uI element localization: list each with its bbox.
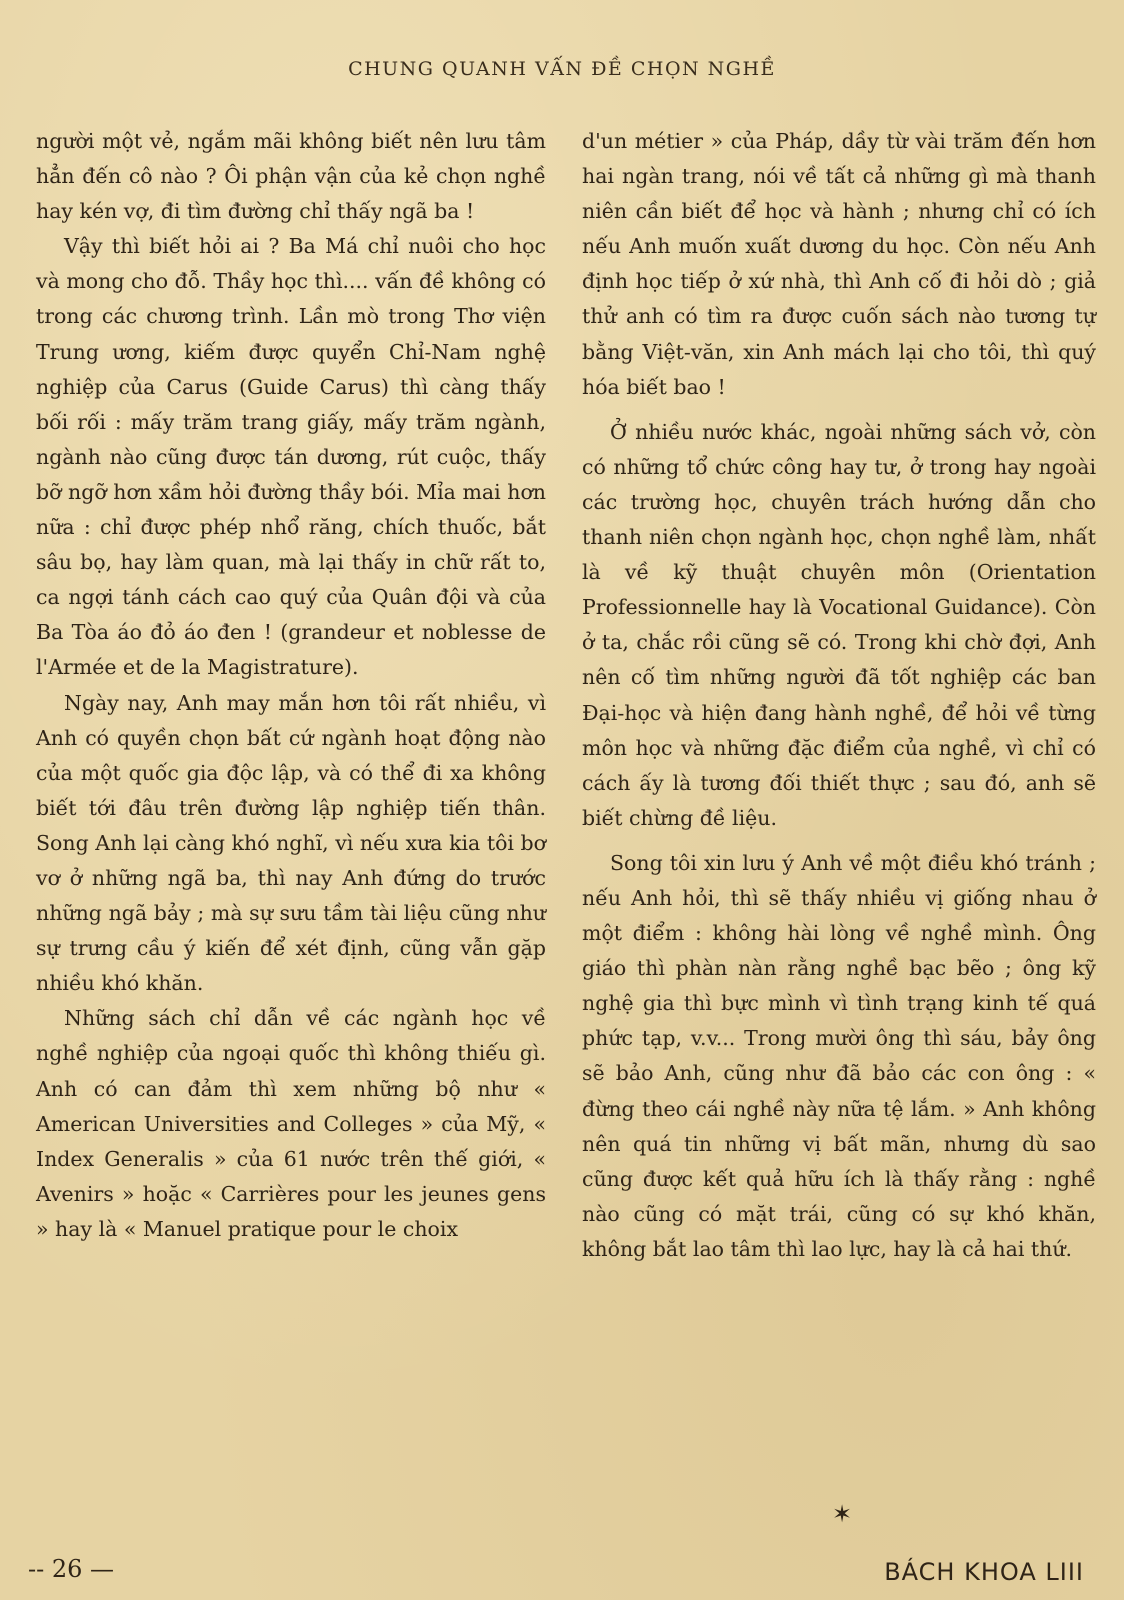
paragraph: Ngày nay, Anh may mắn hơn tôi rất nhiều, vì Anh có quyền chọn bất cứ ngành hoạt động nào của một quốc gia độc lập, và có thể đi xa không biết tới đâu trên đường lập nghiệp tiến thân. Song Anh lại càng khó nghĩ, vì nếu xưa kia tôi bơ vơ ở những ngã ba, thì nay Anh đứng do trước những ngã bảy ; mà sự sưu tầm tài liệu cũng như sự trưng cầu ý kiến để xét định, cũng vẫn gặp nhiều khó khăn. [36,690,546,996]
paragraph: Những sách chỉ dẫn về các ngành học về nghề nghiệp của ngoại quốc thì không thiếu gì. Anh có can đảm thì xem những bộ như « American Universities and Colleges » của Mỹ, « Index Generalis » của 61 nước trên thế giới, « Avenirs » hoặc « Carrières pour les jeunes gens » hay là « Manuel pratique pour le choix [36,1006,546,1241]
paragraph: Ở nhiều nước khác, ngoài những sách vở, còn có những tổ chức công hay tư, ở trong hay ngoài các trường học, chuyên trách hướng dẫn cho thanh niên chọn ngành học, chọn nghề làm, nhất là về kỹ thuật chuyên môn (Orientation Professionnelle hay là Vocational Guidance). Còn ở ta, chắc rồi cũng sẽ có. Trong khi chờ đợi, Anh nên cố tìm những người đã tốt nghiệp các ban Đại-học và hiện đang hành nghề, để hỏi về từng môn học và những đặc điểm của nghề, vì chỉ có cách ấy là tương đối thiết thực ; sau đó, anh sẽ biết chừng đề liệu. [582,419,1096,830]
paragraph-continuation: d'un métier » của Pháp, dầy từ vài trăm đến hơn hai ngàn trang, nói về tất cả những gì mà thanh niên cần biết để học và hành ; nhưng chỉ có ích nếu Anh muốn xuất dương du học. Còn nếu Anh định học tiếp ở xứ nhà, thì Anh cố đi hỏi dò ; giả thử anh có tìm ra được cuốn sách nào tương tự bằng Việt-văn, xin Anh mách lại cho tôi, thì quý hóa biết bao ! [582,129,1096,399]
right-text-column [582,124,1096,1267]
paragraph: Song tôi xin lưu ý Anh về một điều khó tránh ; nếu Anh hỏi, thì sẽ thấy nhiều vị giống nhau ở một điểm : không hài lòng về nghề mình. Ông giáo thì phàn nàn rằng nghề bạc bẽo ; ông kỹ nghệ gia thì bực mình vì tình trạng kinh tế quá phức tạp, v.v... Trong mười ông thì sáu, bảy ông sẽ bảo Anh, cũng như đã bảo các con ông : « đừng theo cái nghề này nữa tệ lắm. » Anh không nên quá tin những vị bất mãn, nhưng dù sao cũng được kết quả hữu ích là thấy rằng : nghề nào cũng có mặt trái, cũng có sự khó khăn, không bắt lao tâm thì lao lực, hay là cả hai thứ. [582,850,1096,1261]
magazine-name: BÁCH KHOA LIII [884,1558,1084,1586]
paragraph: Vậy thì biết hỏi ai ? Ba Má chỉ nuôi cho học và mong cho đỗ. Thầy học thì.... vấn đề không có trong các chương trình. Lần mò trong Thơ viện Trung ương, kiếm được quyển Chỉ-Nam nghệ nghiệp của Carus (Guide Carus) thì càng thấy bối rối : mấy trăm trang giấy, mấy trăm ngành, ngành nào cũng được tán dương, rút cuộc, thấy bỡ ngỡ hơn xầm hỏi đường thầy bói. Mỉa mai hơn nữa : chỉ được phép nhổ răng, chích thuốc, bắt sâu bọ, hay làm quan, mà lại thấy in chữ rất to, ca ngợi tánh cách cao quý của Quân đội và của Ba Tòa áo đỏ áo đen ! (grandeur et noblesse de l'Armée et de la Magistrature). [36,234,546,680]
left-text-column [36,124,546,1247]
page-number: -- 26 — [28,1555,115,1583]
paragraph-continuation: người một vẻ, ngắm mãi không biết nên lưu tâm hẳn đến cô nào ? Ôi phận vận của kẻ chọn nghề hay kén vợ, đi tìm đường chỉ thấy ngã ba ! [36,129,546,224]
section-end-ornament-icon: ✶ [831,1500,853,1528]
running-head-title: CHUNG QUANH VẤN ĐỀ CHỌN NGHỀ [348,58,776,80]
